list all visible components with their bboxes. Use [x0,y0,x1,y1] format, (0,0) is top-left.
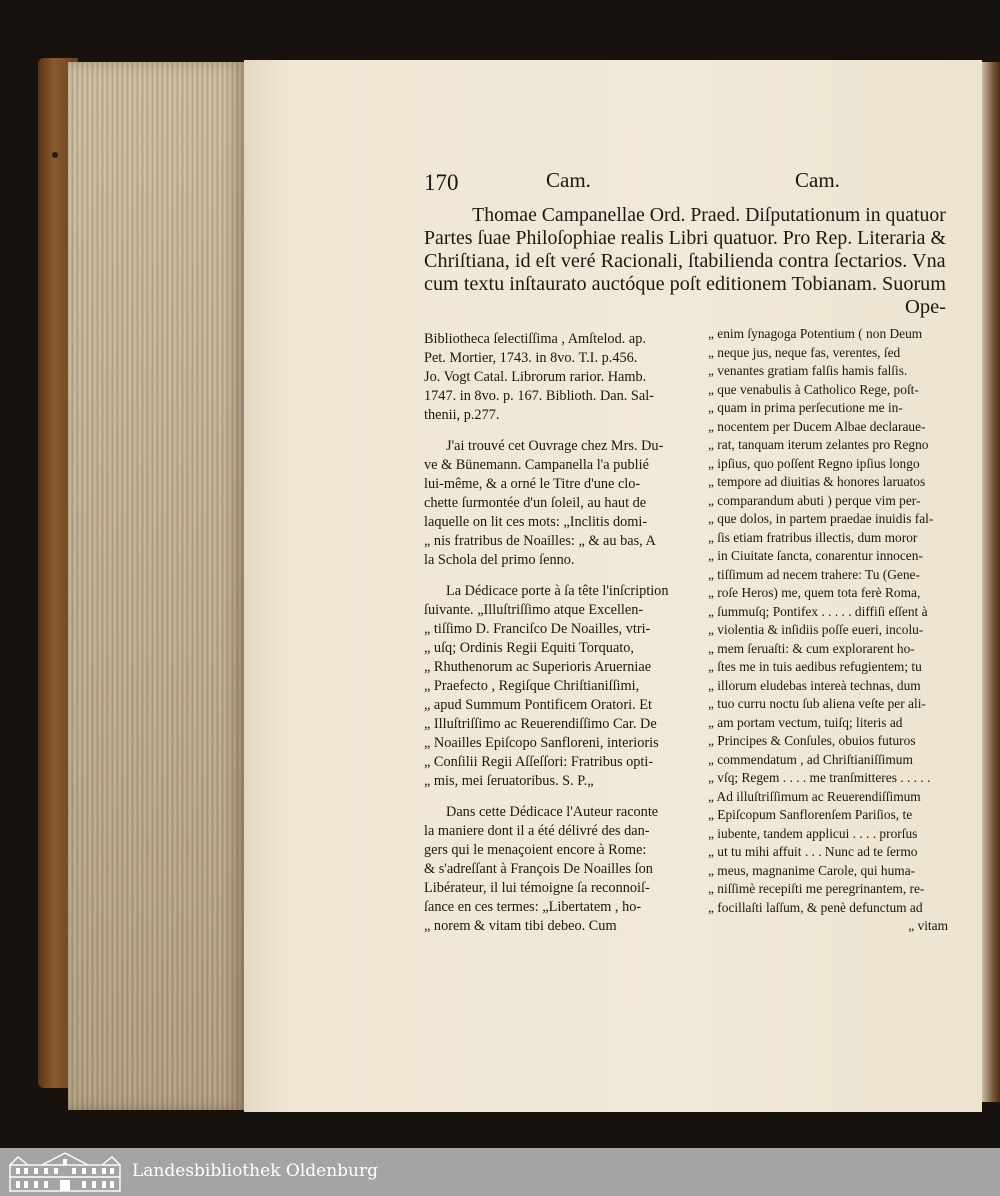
title-line: Ope- [905,296,946,318]
running-head-right: Cam. [795,168,840,192]
paragraph-gap [424,425,686,437]
text-line: „ venantes gratiam falſis hamis falſis. [708,363,908,378]
text-line: „ ipſius, quo poſſent Regno ipſius longo [708,455,920,471]
text-line: thenii, p.277. [424,407,500,423]
text-line: „ Ad illuſtriſſimum ac Reuerendiſſimum [708,788,921,804]
text-line: „ roſe Heros) me, quem tota ferè Roma, [708,585,921,600]
title-line: Thomae Campanellae Ord. Praed. Diſputationum in quatuor [472,204,946,226]
title-line: Partes ſuae Philoſophiae realis Libri quatuor. Pro Rep. Literaria & [424,227,946,249]
paragraph-gap [424,570,686,582]
text-line: „ ſummuſq; Pontifex . . . . . diffiſi eſſent à [708,603,928,619]
text-line: ſance en ces termes: „Libertatem , ho- [424,899,642,915]
text-line: „ Praefecto , Regiſque Chriſtianiſſimi, [424,678,640,694]
text-line: Dans cette Dédicace l'Auteur raconte [446,804,659,820]
text-line: „ neque jus, neque fas, verentes, ſed [708,344,901,360]
text-line: „ ſtes me in tuis aedibus refugientem; tu [708,659,922,674]
library-building-logo-icon [8,1151,122,1193]
text-line: Jo. Vogt Catal. Librorum rarior. Hamb. [424,369,647,385]
entry-title [424,204,946,319]
text-line: laquelle on lit ces mots: „Inclitis domi- [424,514,648,530]
running-head-left: Cam. [546,168,591,192]
text-line: „ tuo curru noctu ſub aliena veſte per ali- [708,696,926,711]
cover-pin [52,152,58,158]
text-line: „ Principes & Conſules, obuios futuros [708,733,916,748]
text-line: Bibliotheca ſelectiſſima , Amſtelod. ap. [424,331,646,347]
text-line: la maniere dont il a été délivré des dan- [424,823,650,839]
text-line: chette ſurmontée d'un ſoleil, au haut de [424,495,647,511]
text-line: „ rat, tanquam iterum zelantes pro Regno [708,437,929,452]
text-line: „ niſſimè recepiſti me peregrinantem, re- [708,881,925,896]
text-line: „ iubente, tandem applicui . . . . prorſus [708,825,918,841]
text-line: „ tempore ad diuitias & honores laruatos [708,474,926,489]
left-text-column [424,330,686,936]
text-line: ſuivante. „Illuſtriſſimo atque Excellen- [424,602,644,618]
text-line: J'ai trouvé cet Ouvrage chez Mrs. Du- [446,438,664,454]
text-line: „ commendatum , ad Chriſtianiſſimum [708,751,913,767]
right-text-column [708,325,948,936]
paragraph-gap [424,791,686,803]
text-line: „ focillaſti laſſum, & penè defunctum ad [708,899,923,915]
text-line: „ norem & vitam tibi debeo. Cum [424,918,617,934]
text-line: „ Rhuthenorum ac Superioris Aruerniae [424,659,652,675]
text-line: „ ut tu mihi affuit . . . Nunc ad te ſermo [708,844,918,859]
text-line: & s'adreſſant à François De Noailles ſon [424,861,653,877]
page-fore-edge [68,62,244,1110]
text-line: Pet. Mortier, 1743. in 8vo. T.I. p.456. [424,350,638,366]
text-line: „ Conſilii Regii Aſſeſſori: Fratribus opti- [424,754,654,770]
text-line: lui-même, & a orné le Titre d'une clo- [424,476,641,492]
text-line: „ tiſſimo D. Franciſco De Noailles, vtri- [424,621,651,637]
text-line: „ quam in prima perſecutione me in- [708,400,903,415]
library-name: Landesbibliothek Oldenburg [132,1161,379,1181]
text-line: „ mem ſeruaſti: & cum explorarent ho- [708,640,915,656]
text-line: „ tiſſimum ad necem trahere: Tu (Gene- [708,566,920,582]
text-line: „ meus, magnanime Carole, qui huma- [708,862,916,878]
text-line: „ nocentem per Ducem Albae declaraue- [708,418,926,434]
text-line: „ Epiſcopum Sanflorenſem Pariſios, te [708,807,913,822]
text-line: „ Illuſtriſſimo ac Reuerendiſſimo Car. De [424,716,657,732]
text-line: ve & Bünemann. Campanella l'a publié [424,457,649,473]
text-line: „ mis, mei ſeruatoribus. S. P.„ [424,773,594,789]
text-line: „ que dolos, in partem praedae inuidis fal- [708,511,934,526]
text-line: „ illorum eludebas intereà technas, dum [708,677,921,693]
title-line: Chriſtiana, id eſt veré Racionali, ſtabilienda contra ſectarios. Vna [424,250,946,272]
text-line: „ ſis etiam fratribus illectis, dum moror [708,529,918,545]
book-cover-right [982,62,1000,1102]
text-line: „ enim ſynagoga Potentium ( non Deum [708,326,923,341]
text-line: „ comparandum abuti ) perque vim per- [708,492,921,508]
text-line: „ violentia & inſidiis poſſe eueri, incolu- [708,622,924,637]
text-line: „ Noailles Epiſcopo Sanfloreni, interioris [424,735,659,751]
text-line: „ apud Summum Pontificem Oratori. Et [424,697,652,713]
text-line: „ nis fratribus de Noailles: „ & au bas, A [424,533,656,549]
text-line: „ am portam vectum, tuiſq; literis ad [708,714,903,730]
footer-bar [0,1148,1000,1196]
text-line: „ uſq; Ordinis Regii Equiti Torquato, [424,640,634,656]
text-line: „ vſq; Regem . . . . me tranſmitteres . . . . . [708,770,931,785]
text-line: Libérateur, il lui témoigne ſa reconnoiſ- [424,880,650,896]
text-line: gers qui le menaçoient encore à Rome: [424,842,647,858]
text-line: „ vitam [908,918,948,933]
text-line: la Schola del primo ſenno. [424,552,575,568]
text-line: „ que venabulis à Catholico Rege, poſt- [708,381,919,397]
text-line: La Dédicace porte à ſa tête l'inſcription [446,583,669,599]
title-line: cum textu inſtaurato auctóque poſt editionem Tobianam. Suorum [424,273,946,295]
text-line: 1747. in 8vo. p. 167. Biblioth. Dan. Sal- [424,388,654,404]
page-number: 170 [424,170,459,195]
text-line: „ in Ciuitate ſancta, conarentur innocen- [708,548,923,563]
